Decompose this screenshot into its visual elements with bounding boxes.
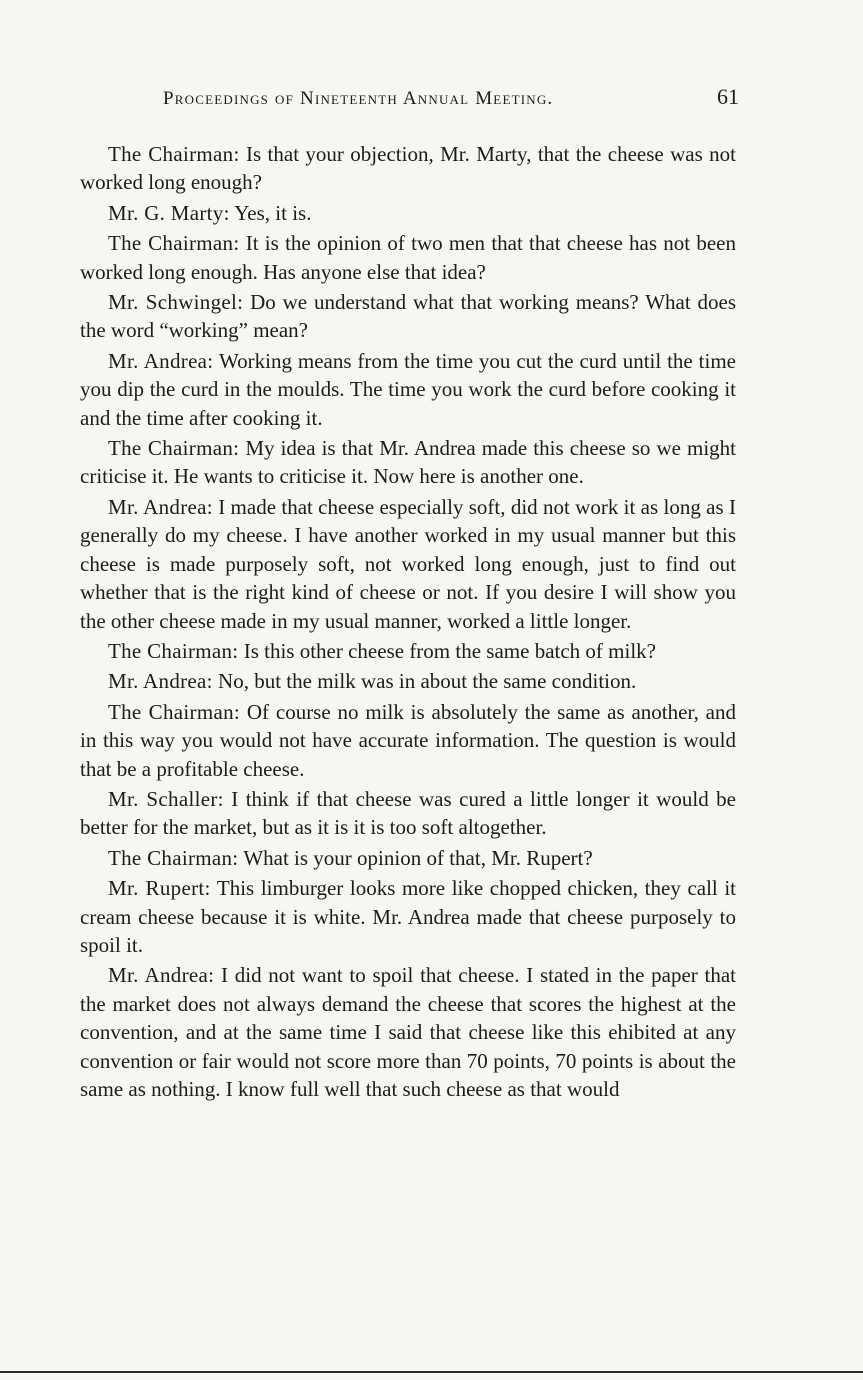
- paragraph: [80, 199, 736, 227]
- speaker-name: Mr. Andrea:: [108, 669, 213, 694]
- speech-text: Of course no milk is absolutely the same as another, and in this way you would not have accurate information. The question is would that be a profitable cheese.: [80, 699, 736, 781]
- speech-text: My idea is that Mr. Andrea made this cheese so we might criticise it. He wants to criticise it. Now here is another one.: [80, 436, 736, 489]
- paragraph: [80, 785, 736, 842]
- speech-text: I think if that cheese was cured a little longer it would be better for the market, but as it is it is too soft altogether.: [80, 786, 736, 840]
- speaker-name: Mr. Andrea:: [108, 348, 214, 373]
- paragraph: [80, 874, 736, 959]
- paragraph: [80, 288, 736, 345]
- paragraph: [80, 347, 736, 432]
- speech-text: What is your opinion of that, Mr. Rupert?: [243, 845, 593, 870]
- paragraph: [80, 637, 736, 665]
- paragraph: [80, 140, 736, 197]
- speaker-name: Mr. Andrea:: [108, 963, 215, 988]
- speaker-name: The Chairman:: [108, 845, 239, 870]
- speech-text: Yes, it is.: [234, 200, 312, 225]
- page-edge-rule: [0, 1371, 863, 1373]
- running-title: Proceedings of Nineteenth Annual Meeting.: [163, 88, 554, 109]
- speaker-name: Mr. Andrea:: [108, 494, 213, 519]
- speaker-name: The Chairman:: [108, 142, 240, 166]
- speaker-name: The Chairman:: [108, 436, 240, 461]
- speech-text: Is this other cheese from the same batch of milk?: [243, 638, 656, 663]
- speaker-name: Mr. Schaller:: [108, 786, 224, 811]
- speech-text: Do we understand what that working means? What does the word “working” mean?: [80, 290, 737, 343]
- paragraph: [80, 961, 736, 1103]
- speaker-name: The Chairman:: [108, 231, 240, 256]
- speaker-name: Mr. G. Marty:: [108, 200, 230, 225]
- speech-text: It is the opinion of two men that that cheese has not been worked long enough. Has anyone else that idea?: [80, 231, 736, 284]
- speech-text: Is that your objection, Mr. Marty, that the cheese was not worked long enough?: [80, 142, 736, 195]
- paragraph: [80, 434, 736, 491]
- paragraph: [80, 667, 736, 695]
- speaker-name: Mr. Rupert:: [108, 876, 211, 901]
- speaker-name: The Chairman:: [108, 638, 239, 663]
- speech-text: This limburger looks more like chopped chicken, they call it cream cheese because it is white. Mr. Andrea made that cheese purposely to spoil it.: [80, 876, 737, 957]
- body-text: [80, 140, 736, 1105]
- speech-text: I made that cheese especially soft, did not work it as long as I generally do my cheese. I have another worked in my usual manner but this cheese is made purposely soft, not worked long enough, just to find out whether that is the right kind of cheese or not. If you desire I will show you the other cheese made in my usual manner, worked a little longer.: [80, 494, 736, 633]
- speech-text: No, but the milk was in about the same condition.: [218, 669, 637, 694]
- speaker-name: The Chairman:: [108, 699, 241, 724]
- paragraph: [80, 229, 736, 286]
- paragraph: [80, 698, 736, 783]
- paragraph: [80, 493, 736, 635]
- paragraph: [80, 844, 736, 872]
- speech-text: I did not want to spoil that cheese. I stated in the paper that the market does not always demand the cheese that scores the highest at the convention, and at the same time I said that cheese like this ehibited at any convention or fair would not score more than 70 points, 70 points is about the same as nothing. I know full well that such cheese as that would: [80, 963, 736, 1101]
- speech-text: Working means from the time you cut the curd until the time you dip the curd in the moulds. The time you work the curd before cooking it and the time after cooking it.: [80, 348, 736, 430]
- page-header: [0, 84, 863, 124]
- page-number: 61: [717, 84, 739, 109]
- speaker-name: Mr. Schwingel:: [108, 290, 244, 315]
